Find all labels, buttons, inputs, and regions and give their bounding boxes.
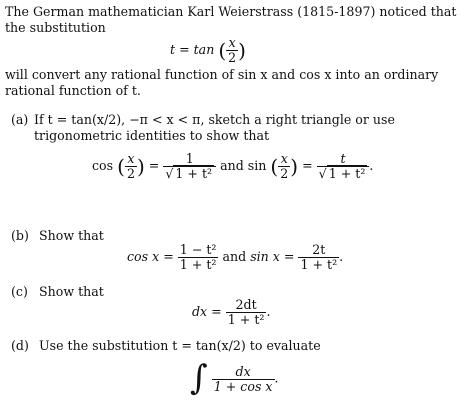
fraction-numerator: 2t	[312, 242, 326, 257]
half-angle-fraction	[226, 36, 238, 65]
period: .	[274, 370, 279, 386]
equals-sign: =	[148, 157, 160, 173]
part-a-line-2: trigonometric identities to show that	[34, 128, 270, 143]
right-paren: )	[136, 154, 145, 179]
fraction-denominator: 1 + t²	[179, 256, 217, 272]
integral-sign: ∫	[190, 358, 208, 398]
part-c-text: Show that	[39, 284, 104, 299]
fraction-denominator: 1 + t²	[227, 311, 265, 327]
right-paren: )	[238, 38, 246, 63]
part-b-identities	[127, 243, 343, 272]
fraction-numerator: 1	[185, 151, 194, 166]
fraction-numerator: 2dt	[235, 297, 257, 312]
sin-x-fraction	[298, 243, 339, 272]
cos-result-fraction	[163, 152, 216, 181]
fraction-denominator: 1 + cos x	[213, 378, 273, 394]
part-d-label: (d)	[11, 338, 29, 353]
intro-line-1: The German mathematician Karl Weierstrass (1815-1897) noticed that	[5, 4, 457, 19]
cos-x-lhs: cos x =	[127, 248, 174, 264]
period: .	[369, 157, 374, 173]
substitution-lhs: t = tan	[170, 41, 215, 57]
cos-x-fraction	[178, 243, 219, 272]
radicand: 1 + t²	[328, 165, 366, 181]
left-paren: (	[270, 154, 279, 179]
fraction-denominator: 1 + t²	[300, 256, 338, 272]
fraction-numerator: x	[127, 151, 135, 166]
part-b-text: Show that	[39, 228, 104, 243]
right-paren: )	[290, 154, 299, 179]
sin-x-lhs: sin x =	[250, 248, 295, 264]
sin-result-fraction	[317, 152, 370, 181]
period: .	[266, 303, 271, 319]
sin-half-angle	[278, 152, 290, 181]
part-c-equation	[192, 298, 270, 327]
and-word: and	[220, 157, 244, 173]
fraction-denominator: 2	[280, 165, 289, 181]
left-paren: (	[117, 154, 125, 179]
intro-line-4: rational function of t.	[5, 83, 141, 98]
part-d-integral	[190, 358, 279, 398]
fraction-numerator: dx	[235, 363, 251, 379]
cos-half-angle	[125, 152, 137, 181]
fraction-denominator: 2	[228, 49, 237, 65]
part-a-identities	[92, 152, 373, 181]
dx-fraction	[226, 298, 267, 327]
fraction-denominator: √ 1 + t²	[317, 166, 370, 181]
part-b-label: (b)	[11, 228, 29, 243]
period: .	[339, 248, 344, 264]
cos-label: cos	[92, 157, 114, 173]
radicand: 1 + t²	[175, 165, 213, 181]
intro-line-3: will convert any rational function of sin x and cos x into an ordinary	[5, 67, 439, 82]
part-d-text: Use the substitution t = tan(x/2) to evaluate	[39, 338, 321, 353]
sin-label: sin	[247, 157, 267, 173]
dx-lhs: dx =	[192, 303, 222, 319]
substitution-equation	[170, 36, 246, 65]
fraction-numerator: 1 − t²	[179, 242, 217, 257]
fraction-numerator: x	[228, 35, 236, 50]
fraction-denominator: √ 1 + t²	[163, 166, 216, 181]
integrand-fraction	[212, 365, 275, 394]
part-a-line-1: If t = tan(x/2), −π < x < π, sketch a right triangle or use	[34, 112, 395, 127]
fraction-denominator: 2	[126, 165, 135, 181]
part-c-label: (c)	[11, 284, 28, 299]
part-a-label: (a)	[11, 112, 29, 127]
fraction-numerator: t	[340, 151, 346, 166]
left-paren: (	[218, 38, 227, 63]
intro-line-2: the substitution	[5, 20, 106, 35]
fraction-numerator: x	[280, 151, 288, 166]
equals-sign: =	[302, 157, 313, 173]
and-word: and	[222, 248, 247, 264]
